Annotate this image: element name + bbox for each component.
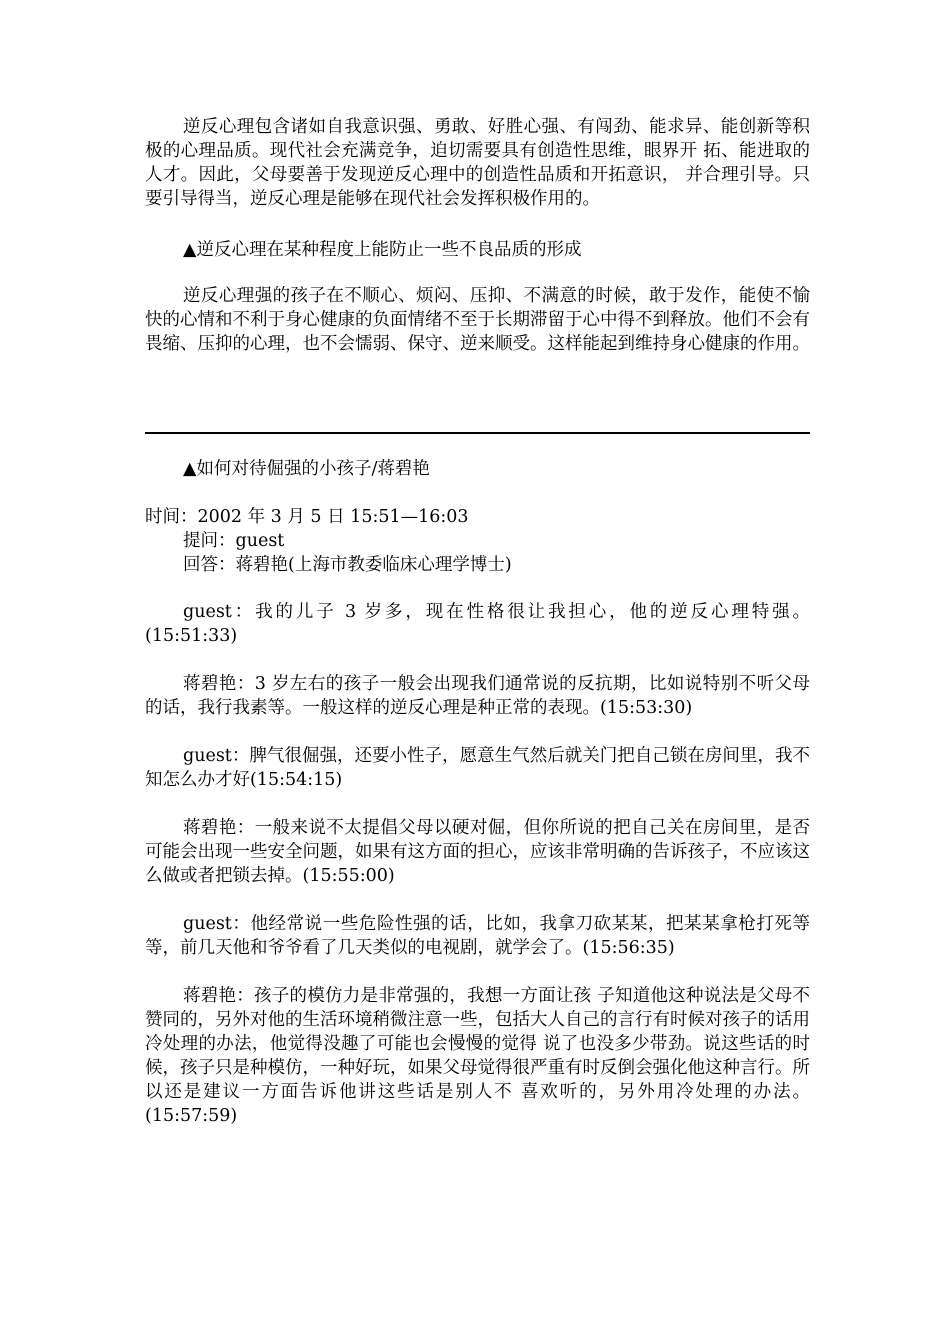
dialogue-entry: guest：脾气很倔强，还要小性子，愿意生气然后就关门把自己锁在房间里，我不知怎么办才好(15:54:15) bbox=[145, 746, 810, 790]
paragraph-emotional-release: 逆反心理强的孩子在不顺心、烦闷、压抑、不满意的时候，敢于发作，能使不愉快的心情和不利于身心健康的负面情绪不至于长期滞留于心中得不到释放。他们不会有畏缩、压抑的心理，也不会懦弱、保守、逆来顺受。这样能起到维持身心健康的作用。 bbox=[145, 286, 810, 354]
dialogue-entry: 蒋碧艳：孩子的模仿力是非常强的，我想一方面让孩 子知道他这种说法是父母不赞同的，另外对他的生活环境稍微注意一些，包括大人自己的言行有时候对孩子的话用冷处理的办法，他觉得没趣了可能也会慢慢的觉得 说了也没多少带劲。说这些话的时候，孩子只是种模仿，一种好玩，如果父母觉得很严重有时反倒会强化他这种言行。所以还是建议一方面告诉他讲这些话是别人不 喜欢听的，另外用冷处理的办法。(15:57:59) bbox=[145, 986, 810, 1126]
article-title: ▲如何对待倔强的小孩子/蒋碧艳 bbox=[183, 459, 430, 479]
dialogue-entry: 蒋碧艳：3 岁左右的孩子一般会出现我们通常说的反抗期，比如说特别不听父母的话，我行我素等。一般这样的逆反心理是种正常的表现。(15:53:30) bbox=[145, 674, 810, 718]
dialogue-entry: guest：他经常说一些危险性强的话，比如，我拿刀砍某某，把某某拿枪打死等等，前几天他和爷爷看了几天类似的电视剧，就学会了。(15:56:35) bbox=[145, 914, 810, 958]
paragraph-positive-traits: 逆反心理包含诸如自我意识强、勇敢、好胜心强、有闯劲、能求异、能创新等积极的心理品质。现代社会充满竞争，迫切需要具有创造性思维，眼界开 拓、能进取的人才。因此，父母要善于发现逆反心理中的创造性品质和开拓意识， 并合理引导。只要引导得当，逆反心理是能够在现代社会发挥积极作用的。 bbox=[145, 117, 810, 209]
chat-time: 时间：2002 年 3 月 5 日 15:51—16:03 bbox=[145, 507, 469, 527]
dialogue-entry: 蒋碧艳：一般来说不太提倡父母以硬对倔，但你所说的把自己关在房间里，是否可能会出现一些安全问题，如果有这方面的担心，应该非常明确的告诉孩子，不应该这么做或者把锁去掉。(15:55:00) bbox=[145, 818, 810, 886]
chat-answerer: 回答：蒋碧艳(上海市教委临床心理学博士) bbox=[183, 555, 512, 575]
section-heading-prevent-bad-qualities: ▲逆反心理在某种程度上能防止一些不良品质的形成 bbox=[183, 240, 582, 260]
dialogue-entry: guest：我的儿子 3 岁多，现在性格很让我担心，他的逆反心理特强。(15:51:33) bbox=[145, 602, 810, 646]
chat-asker: 提问：guest bbox=[183, 531, 285, 551]
section-divider bbox=[145, 432, 810, 434]
